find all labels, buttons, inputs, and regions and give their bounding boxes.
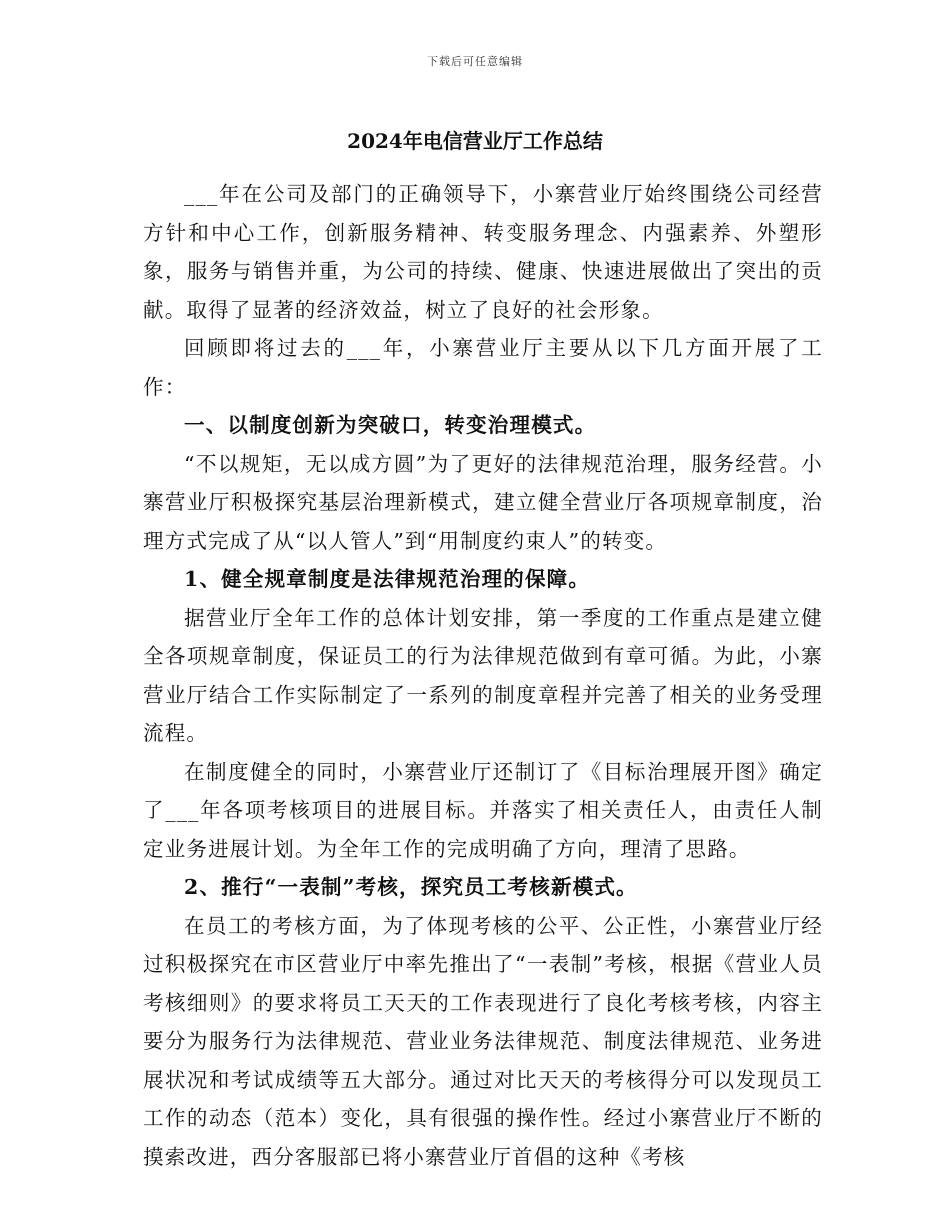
- paragraph-targets: 在制度健全的同时，小寨营业厅还制订了《目标治理展开图》确定了___年各项考核项目的进展目标。并落实了相关责任人，由责任人制定业务进展计划。为全年工作的完成明确了方向，理清了思路。: [143, 759, 823, 861]
- section-heading-1: 一、以制度创新为突破口，转变治理模式。: [184, 413, 597, 437]
- paragraph-intro: ___年在公司及部门的正确领导下，小寨营业厅始终围绕公司经营方针和中心工作，创新服务精神、转变服务理念、内强素养、外塑形象，服务与销售并重，为公司的持续、健康、快速进展做出了突出的贡献。取得了显著的经济效益，树立了良好的社会形象。: [143, 182, 823, 322]
- paragraph-rules: “不以规矩，无以成方圆”为了更好的法律规范治理，服务经营。小寨营业厅积极探究基层治理新模式，建立健全营业厅各项规章制度，治理方式完成了从“以人管人”到“用制度约束人”的转变。: [143, 451, 823, 553]
- paragraph-assessment: 在员工的考核方面，为了体现考核的公平、公正性，小寨营业厅经过积极探究在市区营业厅中率先推出了“一表制”考核，根据《营业人员考核细则》的要求将员工天天的工作表现进行了良化考核考核，内容主要分为服务行为法律规范、营业业务法律规范、制度法律规范、业务进展状况和考试成绩等五大部分。通过对比天天的考核得分可以发现员工工作的动态（范本）变化，具有很强的操作性。经过小寨营业厅不断的摸索改进，西分客服部已将小寨营业厅首倡的这种《考核: [143, 913, 823, 1169]
- paragraph-review: 回顾即将过去的___年，小寨营业厅主要从以下几方面开展了工作：: [143, 336, 823, 399]
- subsection-heading-1: 1、健全规章制度是法律规范治理的保障。: [184, 567, 591, 591]
- document-body: [143, 175, 823, 1176]
- document-title: 2024年电信营业厅工作总结: [347, 129, 603, 153]
- paragraph-plan: 据营业厅全年工作的总体计划安排，第一季度的工作重点是建立健全各项规章制度，保证员工的行为法律规范做到有章可循。为此，小寨营业厅结合工作实际制定了一系列的制度章程并完善了相关的业务受理流程。: [143, 605, 823, 745]
- header-note: 下载后可任意编辑: [427, 55, 523, 68]
- subsection-heading-2: 2、推行“一表制”考核，探究员工考核新模式。: [184, 875, 638, 899]
